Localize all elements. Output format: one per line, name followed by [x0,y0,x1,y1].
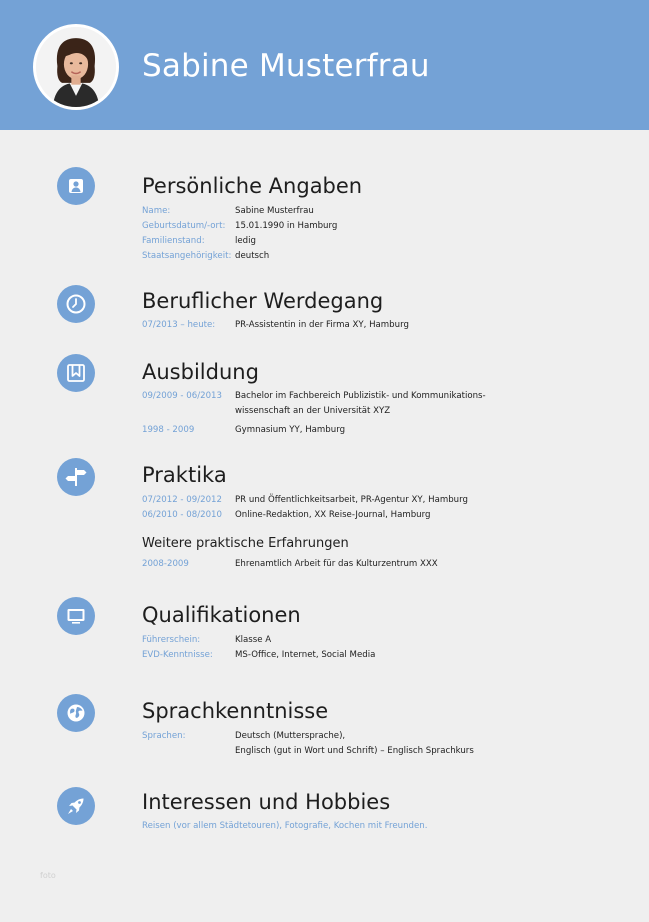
row-value: MS-Office, Internet, Social Media [235,650,376,660]
row-value: Online-Redaktion, XX Reise-Journal, Hamburg [235,510,431,520]
row-label: Führerschein: [142,635,201,645]
row-label: 2008-2009 [142,559,189,569]
hobbies-text: Reisen (vor allem Städtetouren), Fotografie, Kochen mit Freunden. [142,821,428,831]
section-title-internships: Praktika [142,463,227,487]
row-value: Gymnasium YY, Hamburg [235,425,346,435]
row-value: Klasse A [235,635,272,645]
row-label: Staatsangehörigkeit: [142,251,232,261]
row-value: ledig [235,236,256,246]
row-value: PR-Assistentin in der Firma XY, Hamburg [235,320,409,330]
row-value: PR und Öffentlichkeitsarbeit, PR-Agentur XY, Hamburg [235,495,468,505]
header-banner [0,0,649,130]
user-icon [57,167,95,205]
clock-icon [57,285,95,323]
section-title-education: Ausbildung [142,360,259,384]
row-label: Geburtsdatum/-ort: [142,221,226,231]
row-value: Sabine Musterfrau [235,206,314,216]
section-title-career: Beruflicher Werdegang [142,289,384,313]
row-value: Bachelor im Fachbereich Publizistik- und Kommunikations- [235,391,486,401]
row-value: wissenschaft an der Universität XYZ [235,406,391,416]
row-label: Familienstand: [142,236,205,246]
signpost-icon [57,458,95,496]
row-label: 1998 - 2009 [142,425,195,435]
row-label: Sprachen: [142,731,186,741]
watermark: foto [40,871,56,880]
bookmark-icon [57,354,95,392]
section-title-languages: Sprachkenntnisse [142,699,329,723]
portrait-photo [36,27,116,107]
row-value: deutsch [235,251,270,261]
row-label: EVD-Kenntnisse: [142,650,213,660]
row-label: 07/2012 - 09/2012 [142,495,222,505]
subsection-title: Weitere praktische Erfahrungen [142,536,349,551]
page-title: Sabine Musterfrau [142,48,430,84]
section-title-personal: Persönliche Angaben [142,174,363,198]
row-label: 07/2013 – heute: [142,320,216,330]
globe-icon [57,694,95,732]
section-title-hobbies: Interessen und Hobbies [142,790,391,814]
rocket-icon [57,787,95,825]
row-value: Deutsch (Muttersprache), [235,731,346,741]
monitor-icon [57,597,95,635]
row-label: 09/2009 - 06/2013 [142,391,222,401]
row-value: Englisch (gut in Wort und Schrift) – Englisch Sprachkurs [235,746,474,756]
row-value: 15.01.1990 in Hamburg [235,221,338,231]
row-label: Name: [142,206,171,216]
avatar [33,24,119,110]
row-value: Ehrenamtlich Arbeit für das Kulturzentrum XXX [235,559,438,569]
row-label: 06/2010 - 08/2010 [142,510,222,520]
section-title-qualifications: Qualifikationen [142,603,301,627]
